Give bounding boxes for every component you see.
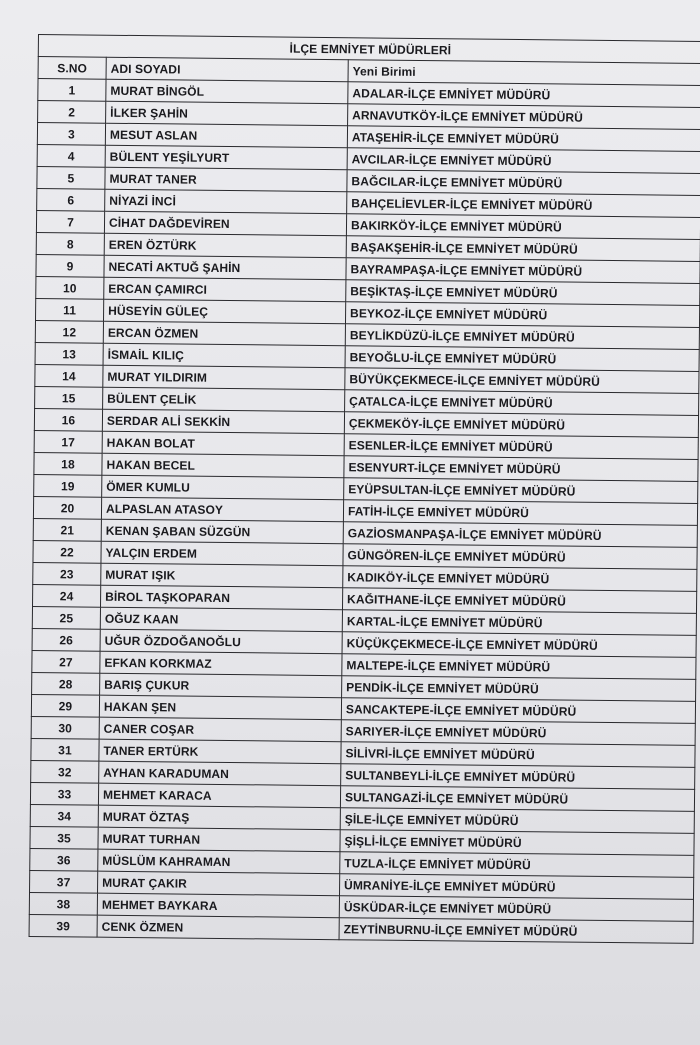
unit-cell: KADIKÖY-İLÇE EMNİYET MÜDÜRÜ [343,566,697,592]
row-number-cell: 7 [36,210,104,233]
name-cell: ERCAN ÖZMEN [103,321,345,346]
unit-cell: AVCILAR-İLÇE EMNİYET MÜDÜRÜ [347,148,700,174]
row-number-cell: 37 [30,870,98,893]
row-number-cell: 36 [30,848,98,871]
unit-cell: ESENYURT-İLÇE EMNİYET MÜDÜRÜ [344,456,698,482]
unit-cell: ÇEKMEKÖY-İLÇE EMNİYET MÜDÜRÜ [344,412,698,438]
row-number-cell: 3 [37,123,105,146]
row-number-cell: 25 [32,606,100,629]
name-cell: HAKAN BOLAT [102,431,344,456]
row-number-cell: 39 [29,914,97,937]
name-cell: MURAT YILDIRIM [103,365,345,390]
name-cell: NECATİ AKTUĞ ŞAHİN [104,255,346,280]
row-number-cell: 9 [36,254,104,277]
row-number-cell: 23 [33,562,101,585]
table-title: İLÇE EMNİYET MÜDÜRLERİ [38,35,700,64]
name-cell: MURAT IŞIK [101,563,343,588]
name-cell: TANER ERTÜRK [99,739,341,764]
name-cell: EREN ÖZTÜRK [104,233,346,258]
row-number-cell: 26 [32,628,100,651]
unit-cell: EYÜPSULTAN-İLÇE EMNİYET MÜDÜRÜ [344,478,698,504]
row-number-cell: 6 [37,188,105,211]
unit-cell: ARNAVUTKÖY-İLÇE EMNİYET MÜDÜRÜ [348,104,700,130]
row-number-cell: 5 [37,166,105,189]
table-body [29,79,700,944]
row-number-cell: 38 [29,892,97,915]
unit-cell: GÜNGÖREN-İLÇE EMNİYET MÜDÜRÜ [343,544,697,570]
unit-cell: ŞİLE-İLÇE EMNİYET MÜDÜRÜ [340,808,694,834]
name-cell: BÜLENT YEŞİLYURT [105,145,347,170]
row-number-cell: 13 [35,342,103,365]
row-number-cell: 32 [31,760,99,783]
row-number-cell: 16 [34,408,102,431]
name-cell: BİROL TAŞKOPARAN [101,585,343,610]
name-cell: İSMAİL KILIÇ [103,343,345,368]
row-number-cell: 8 [36,232,104,255]
header-unit: Yeni Birimi [348,60,700,86]
unit-cell: SARIYER-İLÇE EMNİYET MÜDÜRÜ [341,720,695,746]
unit-cell: BÜYÜKÇEKMECE-İLÇE EMNİYET MÜDÜRÜ [345,368,699,394]
row-number-cell: 1 [38,79,106,102]
name-cell: CENK ÖZMEN [97,915,339,940]
row-number-cell: 30 [31,716,99,739]
unit-cell: SULTANGAZİ-İLÇE EMNİYET MÜDÜRÜ [340,786,694,812]
unit-cell: BEYOĞLU-İLÇE EMNİYET MÜDÜRÜ [345,346,699,372]
name-cell: HAKAN ŞEN [99,695,341,720]
unit-cell: BEŞİKTAŞ-İLÇE EMNİYET MÜDÜRÜ [346,280,700,306]
row-number-cell: 28 [32,672,100,695]
name-cell: CİHAT DAĞDEVİREN [104,211,346,236]
unit-cell: BAKIRKÖY-İLÇE EMNİYET MÜDÜRÜ [346,214,700,240]
name-cell: MURAT BİNGÖL [106,79,348,104]
name-cell: MEHMET KARACA [98,783,340,808]
row-number-cell: 34 [30,804,98,827]
unit-cell: BEYKOZ-İLÇE EMNİYET MÜDÜRÜ [345,302,699,328]
row-number-cell: 35 [30,826,98,849]
row-number-cell: 33 [30,782,98,805]
unit-cell: ÇATALCA-İLÇE EMNİYET MÜDÜRÜ [345,390,699,416]
row-number-cell: 29 [31,694,99,717]
row-number-cell: 21 [33,518,101,541]
name-cell: MURAT ÖZTAŞ [98,805,340,830]
header-sno: S.NO [38,57,106,80]
unit-cell: BEYLİKDÜZÜ-İLÇE EMNİYET MÜDÜRÜ [345,324,699,350]
row-number-cell: 10 [36,276,104,299]
row-number-cell: 27 [32,650,100,673]
row-number-cell: 20 [33,496,101,519]
name-cell: CANER COŞAR [99,717,341,742]
name-cell: MURAT ÇAKIR [98,871,340,896]
name-cell: NİYAZİ İNCİ [105,189,347,214]
unit-cell: ESENLER-İLÇE EMNİYET MÜDÜRÜ [344,434,698,460]
unit-cell: BAYRAMPAŞA-İLÇE EMNİYET MÜDÜRÜ [346,258,700,284]
row-number-cell: 4 [37,144,105,167]
unit-cell: ZEYTİNBURNU-İLÇE EMNİYET MÜDÜRÜ [339,918,693,944]
row-number-cell: 11 [35,298,103,321]
row-number-cell: 19 [34,474,102,497]
name-cell: UĞUR ÖZDOĞANOĞLU [100,629,342,654]
name-cell: EFKAN KORKMAZ [100,651,342,676]
row-number-cell: 18 [34,452,102,475]
row-number-cell: 15 [35,386,103,409]
unit-cell: BAŞAKŞEHİR-İLÇE EMNİYET MÜDÜRÜ [346,236,700,262]
unit-cell: KARTAL-İLÇE EMNİYET MÜDÜRÜ [342,610,696,636]
unit-cell: BAĞCILAR-İLÇE EMNİYET MÜDÜRÜ [347,170,700,196]
name-cell: AYHAN KARADUMAN [99,761,341,786]
name-cell: OĞUZ KAAN [100,607,342,632]
name-cell: ERCAN ÇAMIRCI [104,277,346,302]
row-number-cell: 17 [34,430,102,453]
unit-cell: ÜMRANİYE-İLÇE EMNİYET MÜDÜRÜ [339,874,693,900]
name-cell: ÖMER KUMLU [102,475,344,500]
name-cell: MEHMET BAYKARA [97,893,339,918]
name-cell: ALPASLAN ATASOY [101,497,343,522]
name-cell: İLKER ŞAHİN [106,101,348,126]
row-number-cell: 31 [31,738,99,761]
name-cell: HAKAN BECEL [102,453,344,478]
row-number-cell: 12 [35,320,103,343]
unit-cell: SANCAKTEPE-İLÇE EMNİYET MÜDÜRÜ [341,698,695,724]
unit-cell: ADALAR-İLÇE EMNİYET MÜDÜRÜ [348,82,700,108]
name-cell: MESUT ASLAN [105,123,347,148]
unit-cell: TUZLA-İLÇE EMNİYET MÜDÜRÜ [340,852,694,878]
row-number-cell: 2 [38,101,106,124]
unit-cell: BAHÇELİEVLER-İLÇE EMNİYET MÜDÜRÜ [347,192,700,218]
unit-cell: PENDİK-İLÇE EMNİYET MÜDÜRÜ [342,676,696,702]
header-name: ADI SOYADI [106,57,348,82]
name-cell: YALÇIN ERDEM [101,541,343,566]
unit-cell: KAĞITHANE-İLÇE EMNİYET MÜDÜRÜ [342,588,696,614]
unit-cell: ATAŞEHİR-İLÇE EMNİYET MÜDÜRÜ [347,126,700,152]
unit-cell: FATİH-İLÇE EMNİYET MÜDÜRÜ [343,500,697,526]
unit-cell: ŞİŞLİ-İLÇE EMNİYET MÜDÜRÜ [340,830,694,856]
unit-cell: MALTEPE-İLÇE EMNİYET MÜDÜRÜ [342,654,696,680]
name-cell: BARIŞ ÇUKUR [100,673,342,698]
unit-cell: GAZİOSMANPAŞA-İLÇE EMNİYET MÜDÜRÜ [343,522,697,548]
row-number-cell: 22 [33,540,101,563]
name-cell: SERDAR ALİ SEKKİN [102,409,344,434]
name-cell: HÜSEYİN GÜLEÇ [103,299,345,324]
name-cell: MURAT TURHAN [98,827,340,852]
name-cell: BÜLENT ÇELİK [103,387,345,412]
unit-cell: ÜSKÜDAR-İLÇE EMNİYET MÜDÜRÜ [339,896,693,922]
unit-cell: KÜÇÜKÇEKMECE-İLÇE EMNİYET MÜDÜRÜ [342,632,696,658]
name-cell: MURAT TANER [105,167,347,192]
unit-cell: SULTANBEYLİ-İLÇE EMNİYET MÜDÜRÜ [341,764,695,790]
assignment-table [29,34,700,944]
unit-cell: SİLİVRİ-İLÇE EMNİYET MÜDÜRÜ [341,742,695,768]
row-number-cell: 24 [33,584,101,607]
name-cell: MÜSLÜM KAHRAMAN [98,849,340,874]
row-number-cell: 14 [35,364,103,387]
name-cell: KENAN ŞABAN SÜZGÜN [101,519,343,544]
